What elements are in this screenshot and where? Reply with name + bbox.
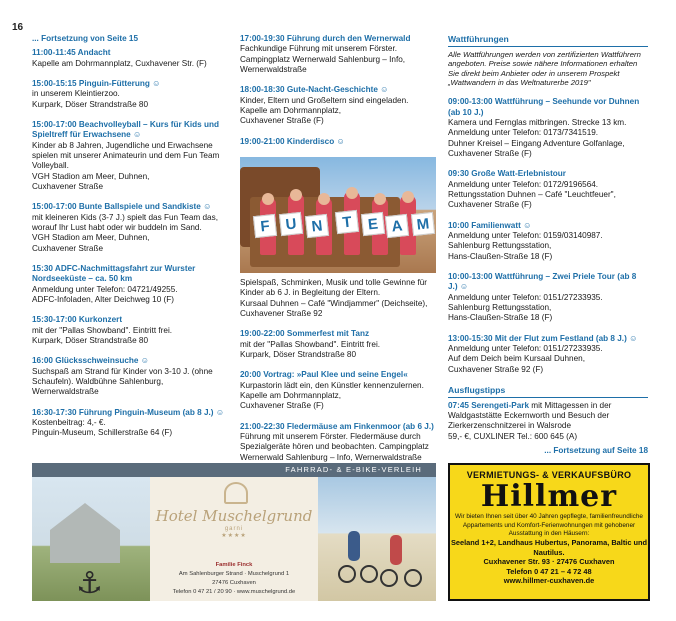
event-text: Rettungsstation Duhnen – Café "Leuchtfeuer", Cuxhavener Straße (F) [448,190,616,210]
event-text: Cuxhavener Straße (F) [240,401,324,411]
event-title [240,34,436,44]
event-text: Pinguin-Museum, Schillerstraße 64 (F) [32,428,173,438]
event-text: mit der "Pallas Showband". Eintritt frei. [240,339,381,349]
continued-from-note: ... Fortsetzung von Seite 15 [32,34,139,43]
event-item [448,97,648,159]
event-title [32,356,232,366]
event-title [32,264,232,285]
event-title-rest: mit Mittagessen in der Waldgaststätte Eckernworth und Besuch der Zierkerzenschnitzerei in Walsrode [448,400,612,431]
event-title [240,422,436,432]
cyclist [348,531,360,561]
event-text: mit der "Pallas Showband". Eintritt frei. [32,325,173,335]
hotel-logo: Hotel Muschelgrund [155,507,313,525]
event-title [32,48,232,58]
event-text: in unserem Kleintierzoo. [32,89,120,99]
event-item [32,356,232,397]
event-text: Führung mit unserem Förster. Fledermäuse durch Spezialgeräte hören und beobachten. Campingplatz Wernerwald Sahlenburg – Info, Wernerwaldstraße [240,431,429,462]
event-title [32,408,232,418]
continued-to-note: ... Fortsetzung auf Seite 18 [544,446,648,456]
event-title-text: 10:00 Familienwatt [448,220,521,230]
event-text: Kurpastorin lädt ein, den Künstler kennenzulernen. [240,380,424,390]
fun-team-letter: F [253,214,277,238]
event-title-text: 15:00-15:15 Pinguin-Fütterung [32,78,150,88]
fun-team-letter: E [361,212,385,236]
event-text: Anmeldung unter Telefon: 04721/49255. [32,284,178,294]
event-item [240,370,436,411]
fun-team-letter: A [385,214,409,238]
event-title [32,120,232,141]
event-title-text: 19:00-22:00 Sommerfest mit Tanz [240,329,370,339]
event-item [32,79,232,110]
event-title-text: 16:30-17:30 Führung Pinguin-Museum (ab 8 J.) [32,407,214,417]
event-list [240,34,436,147]
smile-icon: ☺ [203,202,212,212]
fun-team-letter: N [305,214,329,238]
event-text: Anmeldung unter Telefon: 0173/7341519. [448,128,599,138]
hillmer-phone: Telefon 0 47 21 – 4 72 48 [506,566,592,576]
event-text: Anmeldung unter Telefon: 0159/03140987. [448,231,603,240]
smile-icon: ☺ [629,333,638,343]
event-title: 07:45 Serengeti-Park [448,400,530,410]
event-text: Kinder, Eltern und Großeltern sind eingeladen. [240,95,409,105]
event-text: Cuxhavener Straße (F) [240,116,324,126]
house-icon [50,503,120,563]
event-title-text: 15:30-17:00 Kurkonzert [32,315,123,325]
hotel-logo-panel [150,477,318,601]
event-title-text: 15:00-17:00 Beachvolleyball – Kurs für Kids und Spieltreff für Erwachsene [32,119,220,140]
page-number: 16 [12,22,24,33]
event-text: Suchspaß am Strand für Kinder von 3-10 J. (ohne Schaufeln). Waldbühne Sahlenburg, Wernerwaldstraße [32,366,213,397]
hotel-family: Familie Finck [215,562,253,568]
event-text: Cuxhavener Straße [32,181,103,191]
event-item [448,272,648,324]
hotel-muschelgrund-ad [32,463,436,601]
event-title [32,315,232,325]
event-text: Kamera und Fernglas mitbringen. Strecke 13 km. [448,118,627,128]
smile-icon: ☺ [380,85,389,95]
hotel-address-line: 27476 Cuxhaven [212,579,256,586]
event-title [448,97,648,118]
event-text: Kinder ab 8 Jahren, Jugendliche und Erwachsene spielen mit unserer Animateurin und dem Fun Team Volleyball. [32,140,220,171]
event-text: Kurpark, Döser Strandstraße 80 [32,335,149,345]
event-title-text: 15:00-17:00 Bunte Ballspiele und Sandkiste [32,202,201,212]
event-text: Sahlenburg Rettungsstation, [448,241,552,251]
event-text: Kapelle am Dohrmannplatz, [240,390,342,400]
event-title-text: 16:00 Glücksschweinsuche [32,356,139,366]
event-text: Sahlenburg Rettungsstation, [448,302,552,312]
person-head [374,193,386,205]
smile-icon: ☺ [140,356,150,366]
event-item [240,85,436,126]
hillmer-web: www.hillmer-cuxhaven.de [503,576,595,586]
event-title-text: 15:30 ADFC-Nachmittagsfahrt zur Wurster Nordseeküste – ca. 50 km [32,263,196,284]
section-heading-ausflugstipps: Ausflugstipps [448,385,648,398]
shell-icon [224,482,248,504]
event-title-text: 21:00-22:30 Fledermäuse am Finkenmoor (ab 6 J.) [240,421,434,431]
event-text: ADFC-Infoladen, Alter Deichweg 10 (F) [32,294,174,304]
event-text: Campingplatz Wernerwald Sahlenburg – Info, Wernerwaldstraße [240,54,406,74]
smile-icon: ☺ [133,130,142,140]
event-text: Hans-Claußen-Straße 18 (F) [448,313,553,323]
event-title [448,169,648,179]
ad-banner: FAHRRAD- & E-BIKE-VERLEIH [32,463,436,477]
event-text: Kapelle am Dohrmannplatz, Cuxhavener Str. (F) [32,58,207,68]
event-title-text: 10:00-13:00 Wattführung – Zwei Priele Tour (ab 8 J.) [448,271,637,292]
column-1 [32,34,232,449]
hillmer-address: Cuxhavener Str. 93 · 27476 Cuxhaven [483,557,615,567]
event-continuation [240,278,436,319]
event-item [448,401,648,442]
event-title-text: 09:30 Große Watt-Erlebnistour [448,169,566,179]
person-head [290,189,302,201]
hotel-address-line: Am Sahlenburger Strand · Muschelgrund 1 [178,570,290,577]
event-title-text: 19:00-21:00 Kinderdisco [240,136,335,146]
anchor-icon: ⚓ [76,567,103,600]
fun-team-letter: T [335,210,359,234]
event-item [32,408,232,439]
event-list [240,329,436,463]
event-title-text: 09:00-13:00 Wattführung – Seehunde vor Duhnen (ab 10 J.) [448,97,640,117]
event-text: Kurpark, Döser Strandstraße 80 [32,99,149,109]
event-title [448,334,648,344]
person-head [346,187,358,199]
bike-wheel-icon [404,569,422,587]
hotel-stars: ★★★★ [221,533,247,540]
hillmer-heading: VERMIETUNGS- & VERKAUFSBÜRO [466,470,632,480]
fun-team-letter: M [411,212,435,236]
event-text: Kostenbeitrag: 4,- €. [32,417,106,427]
section-heading-wattfuehrungen: Wattführungen [448,34,648,47]
bike-wheel-icon [360,565,378,583]
column-2 [240,34,436,473]
cyclists-photo [318,477,436,601]
event-title [240,137,436,147]
person-head [402,191,414,203]
column-3 [448,34,648,456]
event-text: Anmeldung unter Telefon: 0172/9196564. [448,179,599,189]
event-item [32,48,232,69]
smile-icon: ☺ [459,282,469,292]
event-item [240,422,436,463]
event-item [448,221,648,262]
event-list [448,97,648,375]
event-text: Cuxhavener Straße 92 (F) [448,364,544,374]
event-title [32,79,232,89]
event-text: Fachkundige Führung mit unserem Förster. [240,44,397,54]
section-intro: Alle Wattführungen werden von zertifizierten Wattführern angeboten. Preise sowie nähere Informationen erhalten Sie direkt beim Anbieter oder in unserem Prospekt „Wattwandern in das Weltnaturerbe 2019" [448,49,641,87]
event-text: VGH Stadion am Meer, Duhnen, [32,171,150,181]
event-text: Hans-Claußen-Straße 18 (F) [448,251,553,261]
bike-wheel-icon [380,569,398,587]
fun-team-letter: U [279,212,303,236]
event-item [32,315,232,346]
person-head [318,193,330,205]
smile-icon: ☺ [215,407,225,417]
event-title [240,329,436,339]
event-item [448,334,648,375]
event-text: Kapelle am Dohrmannplatz, [240,105,342,115]
event-text: Auf dem Deich beim Kursaal Duhnen, [448,354,585,364]
event-title [448,221,648,231]
event-item [240,329,436,360]
person-head [262,193,274,205]
hillmer-houses: Seeland 1+2, Landhaus Hubertus, Panorama, Baltic und Nautilus. [450,538,648,557]
event-text: Duhner Kreisel – Eingang Adventure Golfanlage, Cuxhavener Straße (F) [448,138,625,159]
cyclist [390,535,402,565]
event-item [448,169,648,210]
event-title-text: 11:00-11:45 Andacht [32,48,111,58]
event-text: Anmeldung unter Telefon: 0151/27233935. [448,292,603,302]
hillmer-name: Hillmer [480,479,618,515]
event-item [32,264,232,305]
event-title [32,202,232,212]
smile-icon: ☺ [336,136,345,146]
house-photo [32,477,150,601]
smile-icon: ☺ [523,220,532,230]
event-title-text: 13:00-15:30 Mit der Flut zum Festland (ab 8 J.) [448,333,627,343]
event-text: Kursaal Duhnen – Café "Windjammer" (Deichseite), Cuxhavener Straße 92 [240,298,428,318]
event-title-text: 20:00 Vortrag: »Paul Klee und seine Engel« [240,370,408,380]
event-text: Kurpark, Döser Strandstraße 80 [240,349,357,359]
hillmer-ad [448,463,650,601]
event-title [240,85,436,95]
hotel-logo-sub: garni [224,525,244,532]
event-text: VGH Stadion am Meer, Duhnen, [32,233,150,243]
event-text: Cuxhavener Straße [32,243,103,253]
event-title [448,272,648,293]
event-item [240,137,436,147]
event-text: Spielspaß, Schminken, Musik und tolle Gewinne für Kinder ab 6 J. in Begleitung der Eltern. [240,277,428,298]
event-title-text: 18:00-18:30 Gute-Nacht-Geschichte [240,85,378,95]
event-item [32,202,232,254]
bike-wheel-icon [338,565,356,583]
kinderdisco-photo [240,157,436,273]
hotel-contact: Telefon 0 47 21 / 20 90 · www.muschelgrund.de [172,588,296,595]
hotel-address [150,561,318,597]
event-item [240,34,436,75]
event-title-text: 17:00-19:30 Führung durch den Wernerwald [240,34,411,43]
event-item [32,120,232,192]
event-list [32,48,232,438]
event-title [240,370,436,380]
hillmer-text: Wir bieten Ihnen seit über 40 Jahren gepflegte, familienfreundliche Appartements und Komfort-Ferienwohnungen mit gehobener Ausstattung in den Häusern: [455,513,643,537]
event-text: Anmeldung unter Telefon: 0151/27233935. [448,343,603,353]
event-text: 59,- €, CUXLINER Tel.: 600 645 (A) [448,431,578,441]
smile-icon: ☺ [152,78,161,88]
event-text: mit kleineren Kids (3-7 J.) spielt das Fun Team das, worauf Ihr Lust habt oder wir buddeln im Sand. [32,212,218,232]
